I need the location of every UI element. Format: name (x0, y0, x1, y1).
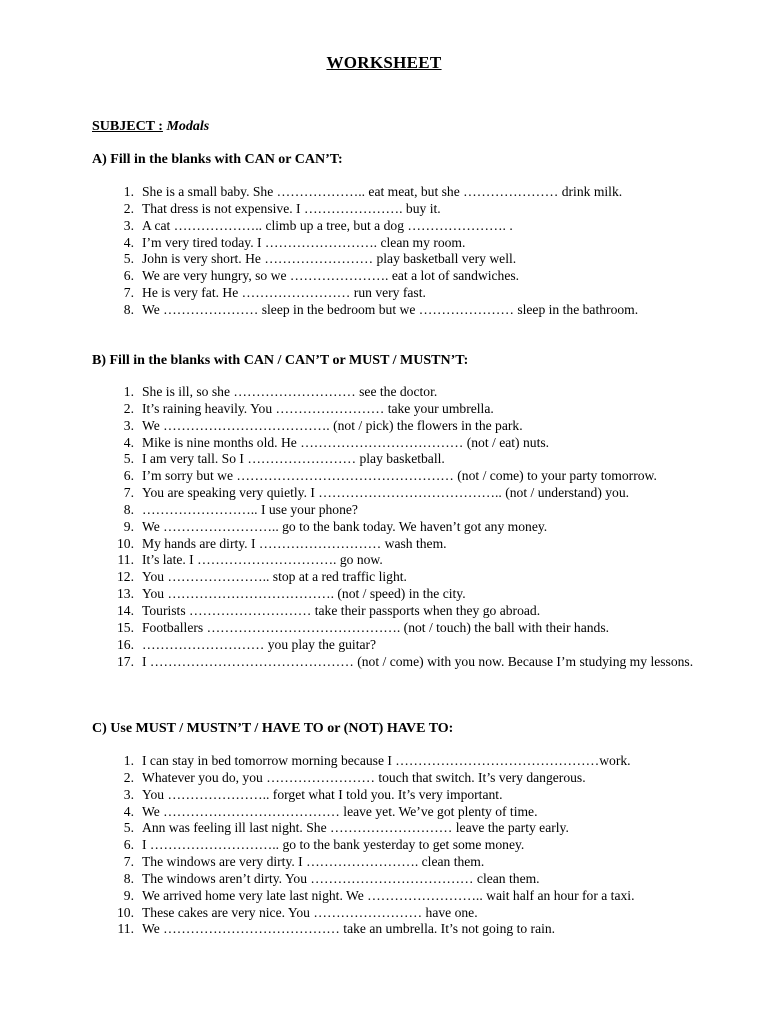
exercise-item (108, 770, 708, 787)
exercise-item (108, 302, 708, 319)
item-number: 5. (123, 820, 134, 836)
item-text: The windows aren’t dirty. You ……………………………… clean them. (142, 870, 540, 886)
item-number: 3. (123, 417, 134, 433)
item-text: John is very short. He …………………… play basketball very well. (142, 251, 517, 267)
exercise-item (108, 235, 708, 252)
item-number: 1. (123, 753, 134, 768)
item-number: 10. (117, 535, 134, 551)
subject-label: SUBJECT : (92, 119, 163, 134)
exercise-item (108, 620, 708, 637)
item-number: 11. (117, 552, 134, 568)
item-text: We ………………………………… leave yet. We’ve got plenty of time. (142, 803, 538, 819)
item-text: We ………………………………. (not / pick) the flowers in the park. (142, 417, 523, 433)
item-text: Mike is nine months old. He ……………………………… (not / eat) nuts. (142, 434, 550, 450)
item-number: 7. (123, 285, 134, 301)
exercise-item (108, 485, 708, 502)
exercise-item (108, 603, 708, 620)
item-number: 3. (123, 217, 134, 233)
item-text: I ……………………….. go to the bank yesterday to get some money. (142, 837, 525, 853)
item-number: 5. (123, 451, 134, 467)
item-text: He is very fat. He …………………… run very fast. (142, 285, 426, 301)
item-number: 2. (123, 400, 134, 416)
item-number: 14. (117, 602, 134, 618)
exercise-item (108, 888, 708, 905)
item-number: 6. (123, 468, 134, 484)
exercise-item (108, 201, 708, 218)
item-text: You ………………………………. (not / speed) in the city. (142, 586, 466, 602)
exercise-item (108, 569, 708, 586)
exercise-item (108, 184, 708, 201)
item-text: Whatever you do, you …………………… touch that switch. It’s very dangerous. (142, 769, 586, 785)
exercise-item (108, 654, 708, 671)
item-number: 6. (123, 837, 134, 853)
item-text: I ……………………………………… (not / come) with you now. Because I’m studying my lessons. (142, 653, 694, 669)
item-number: 2. (123, 769, 134, 785)
item-text: Footballers ……………………………………. (not / touch) the ball with their hands. (142, 619, 610, 635)
page-title: WORKSHEET (326, 53, 442, 72)
item-text: ……………………… you play the guitar? (142, 636, 377, 652)
item-text: You ………………….. stop at a red traffic light. (142, 569, 407, 585)
item-text: You are speaking very quietly. I ………………………………….. (not / understand) you. (142, 485, 630, 501)
exercise-item (108, 921, 708, 938)
item-number: 8. (123, 501, 134, 517)
item-number: 15. (117, 619, 134, 635)
item-text: I am very tall. So I …………………… play basketball. (142, 451, 445, 467)
item-number: 3. (123, 786, 134, 802)
item-number: 4. (123, 803, 134, 819)
exercise-item (108, 384, 708, 401)
item-number: 8. (123, 301, 134, 317)
item-text: We ………………… sleep in the bedroom but we ………………… sleep in the bathroom. (142, 301, 639, 317)
item-number: 10. (117, 904, 134, 920)
item-number: 16. (117, 636, 134, 652)
item-text: A cat ……………….. climb up a tree, but a dog …………………. . (142, 217, 513, 233)
exercise-item (108, 804, 708, 821)
item-number: 4. (123, 234, 134, 250)
item-number: 9. (123, 887, 134, 903)
exercise-item (108, 536, 708, 553)
item-number: 11. (117, 921, 134, 937)
section-c-list (108, 753, 708, 938)
item-text: We are very hungry, so we …………………. eat a lot of sandwiches. (142, 268, 520, 284)
item-text: We ………………………………… take an umbrella. It’s not going to rain. (142, 921, 556, 937)
exercise-item (108, 451, 708, 468)
item-number: 2. (123, 200, 134, 216)
item-text: It’s late. I …………………………. go now. (142, 552, 383, 568)
item-number: 1. (123, 184, 134, 199)
exercise-item (108, 753, 708, 770)
item-number: 8. (123, 870, 134, 886)
exercise-item (108, 285, 708, 302)
item-number: 4. (123, 434, 134, 450)
item-number: 13. (117, 586, 134, 602)
exercise-item (108, 905, 708, 922)
exercise-item (108, 401, 708, 418)
exercise-item (108, 820, 708, 837)
item-text: Tourists ……………………… take their passports when they go abroad. (142, 602, 541, 618)
exercise-item (108, 552, 708, 569)
item-text: We …………………….. go to the bank today. We haven’t got any money. (142, 518, 548, 534)
item-number: 7. (123, 485, 134, 501)
exercise-item (108, 854, 708, 871)
item-text: I’m very tired today. I ……………………. clean my room. (142, 234, 466, 250)
exercise-item (108, 268, 708, 285)
section-a-list (108, 184, 708, 319)
item-number: 6. (123, 268, 134, 284)
item-number: 7. (123, 854, 134, 870)
exercise-item (108, 586, 708, 603)
section-b-list (108, 384, 708, 670)
item-text: That dress is not expensive. I …………………. buy it. (142, 200, 441, 216)
item-text: …………………….. I use your phone? (142, 501, 358, 517)
item-number: 9. (123, 518, 134, 534)
exercise-item (108, 435, 708, 452)
item-text: My hands are dirty. I ……………………… wash them. (142, 535, 447, 551)
item-text: We arrived home very late last night. We …………………….. wait half an hour for a taxi. (142, 887, 635, 903)
item-number: 12. (117, 569, 134, 585)
exercise-item (108, 251, 708, 268)
section-c-heading: C) Use MUST / MUSTN’T / HAVE TO or (NOT) HAVE TO: (92, 721, 454, 736)
item-text: The windows are very dirty. I ……………………. clean them. (142, 854, 485, 870)
item-text: She is a small baby. She ……………….. eat meat, but she ………………… drink milk. (142, 184, 623, 199)
item-text: I’m sorry but we ………………………………………… (not / come) to your party tomorrow. (142, 468, 657, 484)
item-text: You ………………….. forget what I told you. It’s very important. (142, 786, 503, 802)
exercise-item (108, 519, 708, 536)
item-text: She is ill, so she ……………………… see the doctor. (142, 384, 438, 399)
item-number: 1. (123, 384, 134, 399)
exercise-item (108, 787, 708, 804)
item-number: 17. (117, 653, 134, 669)
subject-line (92, 119, 209, 135)
exercise-item (108, 418, 708, 435)
exercise-item (108, 468, 708, 485)
exercise-item (108, 837, 708, 854)
item-text: I can stay in bed tomorrow morning because I ………………………………………work. (142, 753, 631, 768)
item-text: These cakes are very nice. You …………………… have one. (142, 904, 478, 920)
exercise-item (108, 218, 708, 235)
exercise-item (108, 637, 708, 654)
exercise-item (108, 502, 708, 519)
item-text: Ann was feeling ill last night. She ……………………… leave the party early. (142, 820, 569, 836)
section-b-heading: B) Fill in the blanks with CAN / CAN’T or MUST / MUSTN’T: (92, 353, 469, 368)
item-number: 5. (123, 251, 134, 267)
section-a-heading: A) Fill in the blanks with CAN or CAN’T: (92, 152, 343, 167)
exercise-item (108, 871, 708, 888)
item-text: It’s raining heavily. You …………………… take your umbrella. (142, 400, 494, 416)
subject-value: Modals (166, 119, 210, 134)
